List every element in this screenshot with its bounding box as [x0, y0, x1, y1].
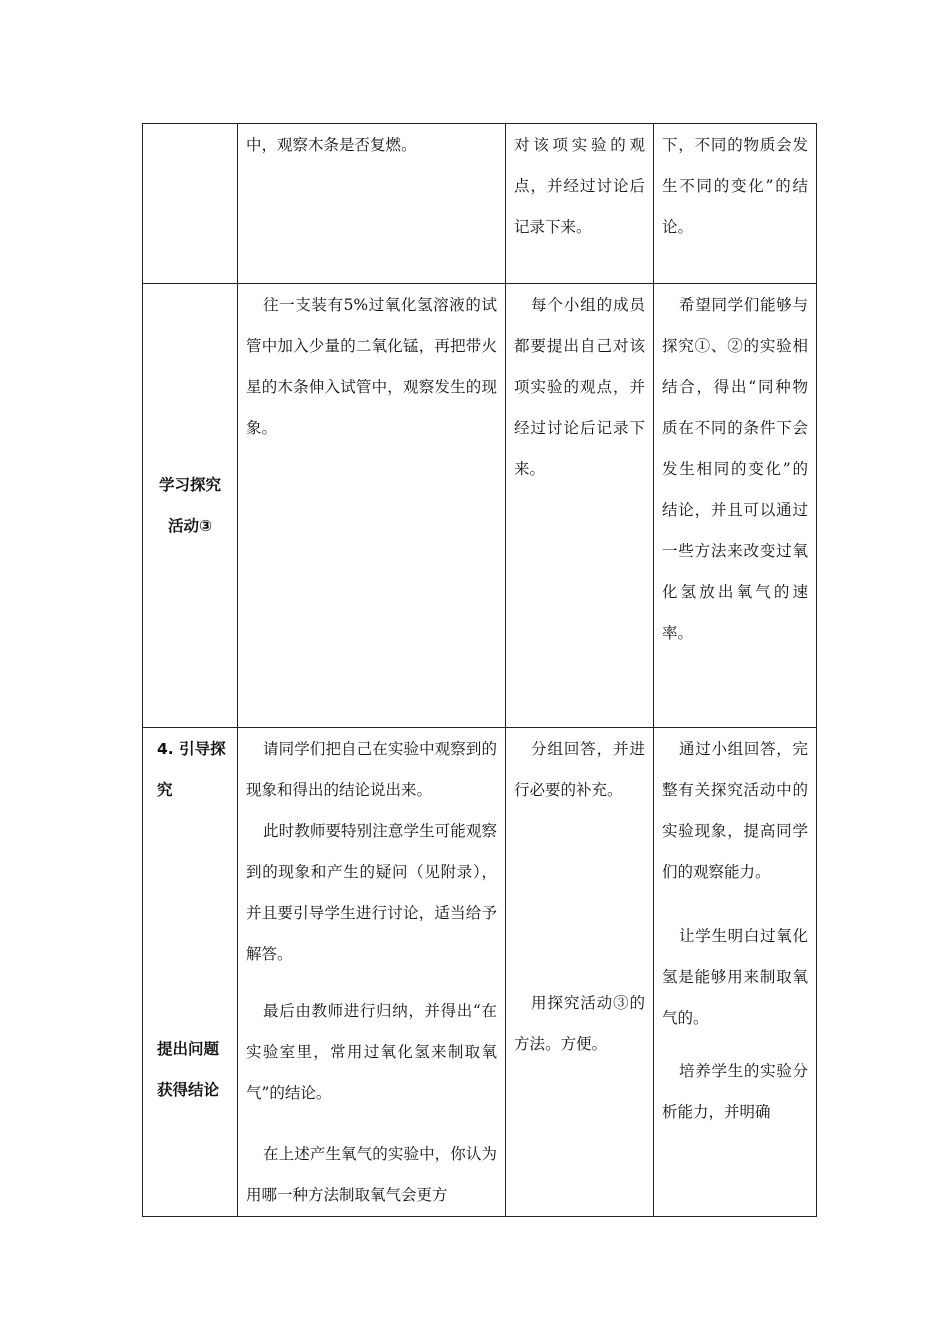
lesson-plan-table — [142, 123, 817, 1217]
label-cell — [143, 728, 238, 1217]
step-label-line3: 提出问题 — [157, 1040, 220, 1058]
procedure-text: 中，观察木条是否复燃。 — [246, 136, 417, 154]
label-cell — [143, 284, 238, 728]
student-text: 每个小组的成员都要提出自己对该项实验的观点，并经过讨论后记录下来。 — [514, 296, 645, 478]
procedure-text: 最后由教师进行归纳，并得出“在实验室里，常用过氧化氢来制取氧气”的结论。 — [246, 1002, 497, 1102]
procedure-text: 请同学们把自己在实验中观察到的现象和得出的结论说出来。 — [246, 740, 497, 799]
student-cell — [506, 124, 654, 284]
student-text: 分组回答，并进行必要的补充。 — [514, 740, 645, 799]
student-cell — [506, 728, 654, 1217]
purpose-text: 培养学生的实验分析能力，并明确 — [662, 1062, 808, 1121]
purpose-text: 希望同学们能够与探究①、②的实验相结合，得出“同种物质在不同的条件下会发生相同的变化”的结论，并且可以通过一些方法来改变过氧化氢放出氧气的速率。 — [662, 296, 808, 642]
procedure-cell — [238, 284, 506, 728]
table-row — [143, 728, 817, 1217]
procedure-cell — [238, 124, 506, 284]
table-row — [143, 284, 817, 728]
step-label-line1: 4. 引导探 — [157, 740, 226, 758]
purpose-cell — [654, 728, 817, 1217]
purpose-text: 让学生明白过氧化氢是能够用来制取氧气的。 — [662, 927, 808, 1027]
activity-label-line2: 活动③ — [167, 516, 213, 535]
purpose-text: 下，不同的物质会发生不同的变化”的结论。 — [662, 136, 808, 236]
student-text: 对该项实验的观点，并经过讨论后记录下来。 — [514, 136, 645, 236]
table-row — [143, 124, 817, 284]
label-cell — [143, 124, 238, 284]
step-label-line2: 究 — [157, 781, 173, 799]
activity-label-line1: 学习探究 — [158, 475, 221, 494]
procedure-text: 在上述产生氧气的实验中，你认为用哪一种方法制取氧气会更方 — [246, 1145, 497, 1204]
purpose-text: 通过小组回答，完整有关探究活动中的实验现象，提高同学们的观察能力。 — [662, 740, 808, 881]
student-text: 用探究活动③的方法。方便。 — [514, 994, 645, 1053]
purpose-cell — [654, 124, 817, 284]
procedure-text: 此时教师要特别注意学生可能观察到的现象和产生的疑问（见附录），并且要引导学生进行讨论，适当给予解答。 — [246, 822, 497, 963]
step-label-line4: 获得结论 — [157, 1081, 220, 1099]
procedure-cell — [238, 728, 506, 1217]
procedure-text: 往一支装有5%过氧化氢溶液的试管中加入少量的二氧化锰，再把带火星的木条伸入试管中，观察发生的现象。 — [246, 296, 497, 437]
student-cell — [506, 284, 654, 728]
purpose-cell — [654, 284, 817, 728]
